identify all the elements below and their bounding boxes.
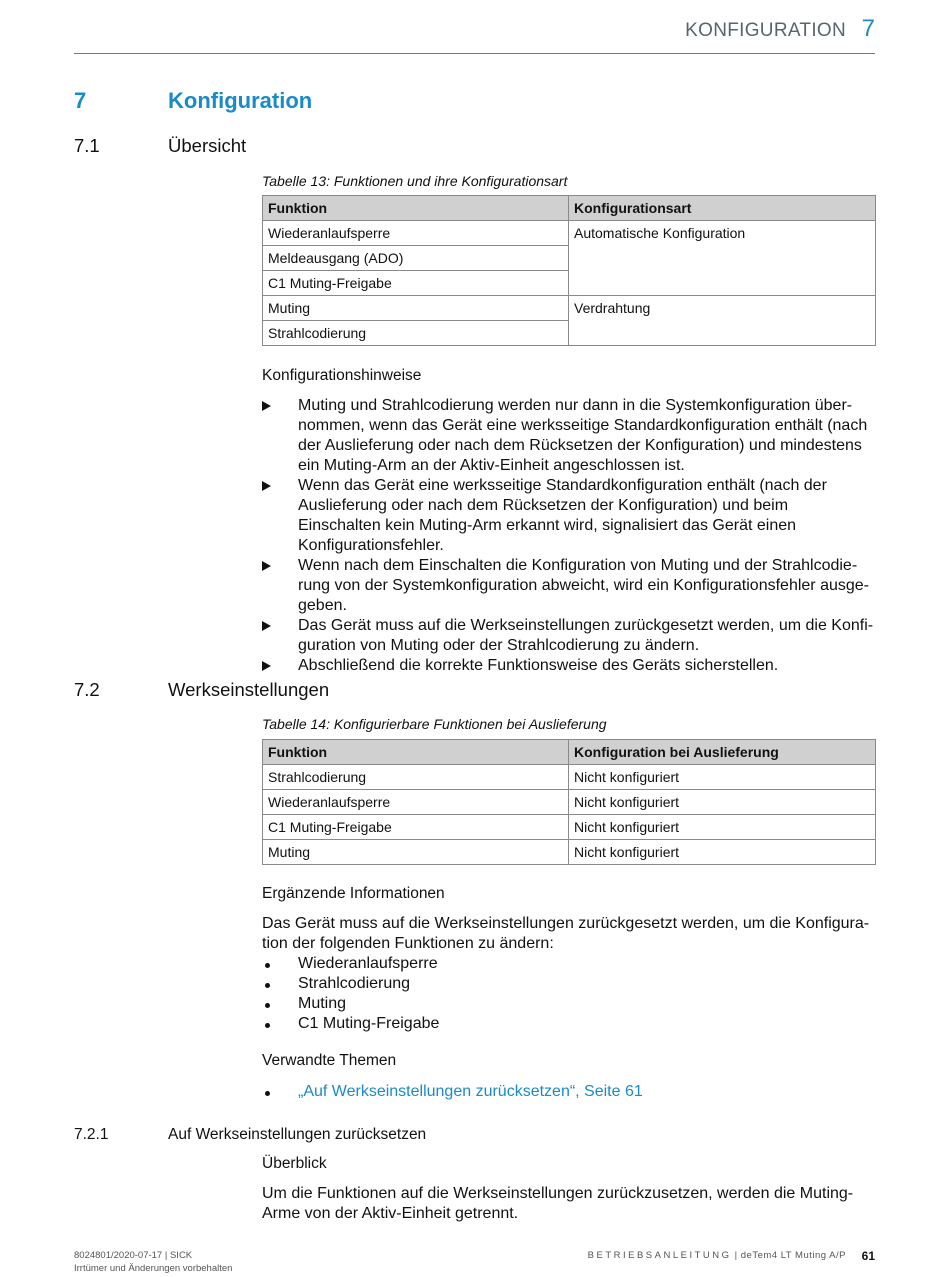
table-14-header-function: Funktion xyxy=(263,740,569,765)
running-header-title: KONFIGURATION xyxy=(685,20,846,41)
table-row xyxy=(263,840,876,865)
triangle-bullet-icon xyxy=(262,556,276,577)
dot-bullet-icon xyxy=(262,974,276,994)
list-item: Wenn das Gerät eine werksseitige Standardkonfiguration enthält (nach der Auslieferung oder nach dem Rücksetzen der Konfiguration) und beim Einschalten kein Muting-Arm erkannt wird, signalisiert das Gerät einen Konfigurationsfehler. xyxy=(262,476,874,556)
dot-bullet-icon xyxy=(262,994,276,1014)
dot-bullet-icon xyxy=(262,954,276,974)
table-14-caption: Tabelle 14: Konfigurierbare Funktionen bei Auslieferung xyxy=(262,716,607,732)
related-topics-list xyxy=(262,1082,874,1102)
table-row xyxy=(263,296,876,321)
table-13-header-config-type: Konfigurationsart xyxy=(569,196,876,221)
overview-text: Um die Funktionen auf die Werkseinstellungen zurückzusetzen, werden die Muting-Arme von der Aktiv-Einheit getrennt. xyxy=(262,1185,854,1222)
dot-bullet-icon xyxy=(262,1014,276,1034)
table-14 xyxy=(262,739,876,865)
table-cell: C1 Muting-Freigabe xyxy=(263,815,569,840)
table-cell: Wiederanlaufsperre xyxy=(263,221,569,246)
chapter-title: Konfiguration xyxy=(168,88,313,113)
table-cell: Wiederanlaufsperre xyxy=(263,790,569,815)
chapter-number: 7 xyxy=(74,88,87,113)
table-row xyxy=(263,790,876,815)
table-cell: Muting xyxy=(263,296,569,321)
list-item: Wiederanlaufsperre xyxy=(262,954,874,974)
list-item xyxy=(262,1082,874,1102)
list-item: Abschließend die korrekte Funktionsweise des Geräts sicherstellen. xyxy=(262,656,874,676)
table-13 xyxy=(262,195,876,346)
list-item: C1 Muting-Freigabe xyxy=(262,1014,874,1034)
table-row xyxy=(263,815,876,840)
related-topic-link[interactable]: „Auf Werkseinstellungen zurücksetzen“, Seite 61 xyxy=(298,1083,643,1100)
section-7-2-number: 7.2 xyxy=(74,679,100,700)
section-7-1-number: 7.1 xyxy=(74,135,100,156)
triangle-bullet-icon xyxy=(262,616,276,637)
section-7-2-title: Werkseinstellungen xyxy=(168,679,330,700)
config-notes-heading: Konfigurationshinweise xyxy=(262,367,422,384)
table-cell: Nicht konfiguriert xyxy=(569,815,876,840)
footer-right xyxy=(588,1250,846,1261)
table-cell-config-type: Verdrahtung xyxy=(569,296,876,346)
list-item: Muting und Strahlcodierung werden nur dann in die Systemkonfiguration übernommen, wenn das Gerät eine werksseitige Standardkonfiguration enthält (nach der Auslieferung oder nach dem Rücksetzen der Konfiguration) und mindestens ein Muting-Arm an der Aktiv-Einheit angeschlossen ist. xyxy=(262,396,874,476)
triangle-bullet-icon xyxy=(262,396,276,417)
section-7-2-1-title: Auf Werkseinstellungen zurücksetzen xyxy=(168,1126,427,1143)
related-topics-heading: Verwandte Themen xyxy=(262,1052,397,1069)
triangle-bullet-icon xyxy=(262,656,276,677)
table-cell-config-type: Automatische Konfiguration xyxy=(569,221,876,296)
table-cell: Meldeausgang (ADO) xyxy=(263,246,569,271)
footer-doc-type: BETRIEBSANLEITUNG xyxy=(587,1250,732,1261)
table-cell: Strahlcodierung xyxy=(263,765,569,790)
table-cell: Strahlcodierung xyxy=(263,321,569,346)
section-7-1-title: Übersicht xyxy=(168,135,247,156)
table-cell: Muting xyxy=(263,840,569,865)
table-13-header-function: Funktion xyxy=(263,196,569,221)
table-row xyxy=(263,221,876,246)
list-item: Strahlcodierung xyxy=(262,974,874,994)
list-item: Das Gerät muss auf die Werkseinstellungen zurückgesetzt werden, um die Konfiguration von Muting oder der Strahlcodierung zu ändern. xyxy=(262,616,874,656)
footer-disclaimer: Irrtümer und Änderungen vorbehalten xyxy=(74,1263,233,1274)
config-notes-list xyxy=(262,396,874,676)
table-cell: Nicht konfiguriert xyxy=(569,840,876,865)
list-item: Muting xyxy=(262,994,874,1014)
footer-left xyxy=(74,1249,232,1275)
running-header-chapter-number: 7 xyxy=(861,15,875,42)
footer-product: | deTem4 LT Muting A/P xyxy=(734,1250,846,1261)
page-number: 61 xyxy=(861,1249,875,1263)
header-divider xyxy=(74,53,875,54)
list-item: Wenn nach dem Einschalten die Konfiguration von Muting und der Strahlcodierung von der Systemkonfiguration abweicht, wird ein Konfigurationsfehler ausgegeben. xyxy=(262,556,874,616)
supplementary-info-text: Das Gerät muss auf die Werkseinstellungen zurückgesetzt werden, um die Konfiguration der folgenden Funktionen zu ändern: xyxy=(262,915,870,952)
table-row xyxy=(263,765,876,790)
table-13-caption: Tabelle 13: Funktionen und ihre Konfigurationsart xyxy=(262,173,568,189)
table-cell: C1 Muting-Freigabe xyxy=(263,271,569,296)
footer-doc-id: 8024801/2020-07-17 | SICK xyxy=(74,1250,193,1261)
dot-bullet-icon xyxy=(262,1082,276,1102)
triangle-bullet-icon xyxy=(262,476,276,497)
overview-heading: Überblick xyxy=(262,1155,327,1172)
table-cell: Nicht konfiguriert xyxy=(569,765,876,790)
section-7-2-1-number: 7.2.1 xyxy=(74,1126,109,1143)
table-cell: Nicht konfiguriert xyxy=(569,790,876,815)
supplementary-info-heading: Ergänzende Informationen xyxy=(262,885,445,902)
functions-list xyxy=(262,954,874,1034)
table-14-header-delivery-config: Konfiguration bei Auslieferung xyxy=(569,740,876,765)
